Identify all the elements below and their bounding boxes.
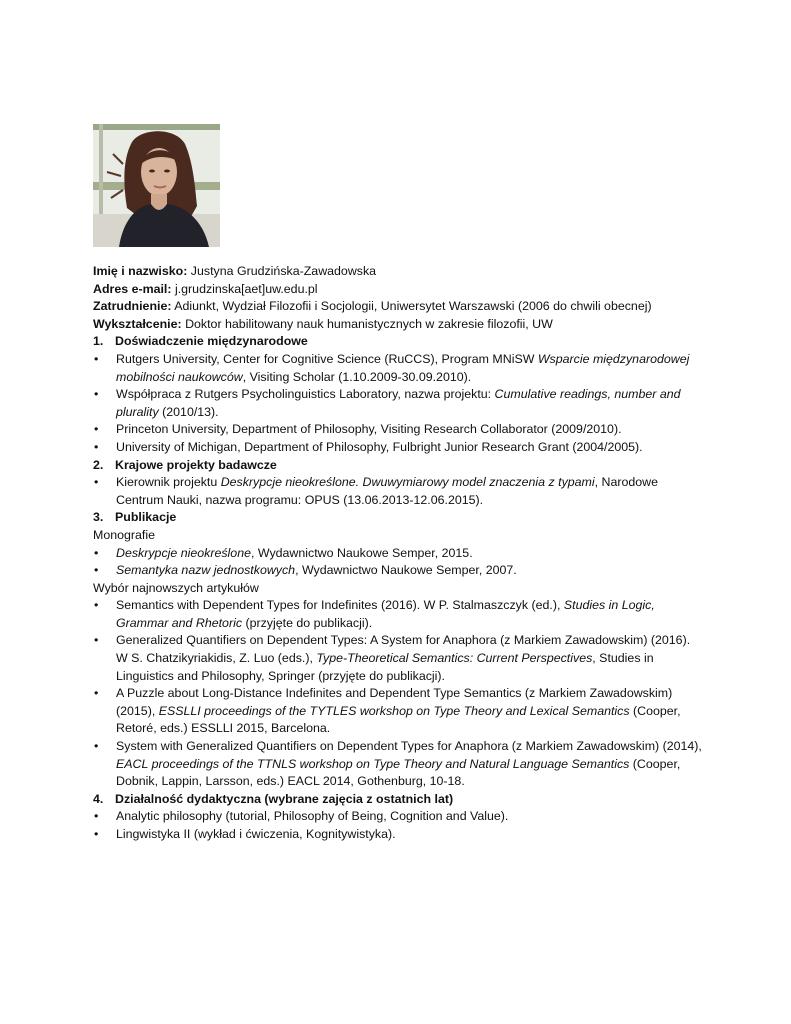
teaching-list [93, 808, 705, 843]
item-text: (Cooper, Dobnik, Lappin, Larsson, eds.) EACL 2014, Gothenburg, 10-18. [116, 756, 681, 789]
section-number: 4. [93, 791, 104, 806]
name-label: Imię i nazwisko: [93, 264, 188, 278]
item-italic: Studies in Logic, Grammar and Rhetoric [116, 598, 655, 630]
section-title: Publikacje [115, 510, 177, 525]
section-number: 2. [93, 457, 104, 472]
item-text: Rutgers University, Center for Cognitive Science (RuCCS), Program MNiSW [116, 351, 538, 366]
item-text: Współpraca z Rutgers Psycholinguistics Laboratory, nazwa projektu: [116, 387, 495, 402]
list-item [93, 474, 705, 509]
item-italic: ESSLLI proceedings of the TYTLES workshop on Type Theory and Lexical Semantics [158, 703, 630, 718]
section-number: 1. [93, 334, 104, 349]
education-value: Doktor habilitowany nauk humanistycznych w zakresie filozofii, UW [185, 316, 553, 331]
list-item [93, 597, 705, 632]
list-item [93, 421, 705, 439]
list-item [93, 439, 705, 457]
list-item [93, 562, 705, 580]
email-label: Adres e-mail: [93, 281, 172, 296]
list-item [93, 351, 705, 386]
national-projects-list [93, 474, 705, 509]
name-value: Justyna Grudzińska-Zawadowska [190, 264, 377, 278]
employment-line [93, 298, 705, 316]
item-text: (Cooper, Retoré, eds.) ESSLLI 2015, Barcelona. [116, 703, 681, 736]
item-italic: Cumulative readings, number and plurality [116, 387, 681, 419]
section-heading [93, 791, 705, 809]
item-text: , Visiting Scholar (1.10.2009-30.09.2010). [242, 369, 472, 384]
item-text: , Studies in Linguistics and Philosophy, Springer (przyjęte do publikacji). [116, 651, 654, 683]
item-italic: EACL proceedings of the TTNLS workshop on Type Theory and Natural Language Semantics [116, 756, 630, 771]
monographs-subheading: Monografie [93, 527, 155, 542]
item-italic: Wsparcie międzynarodowej mobilności naukowców [116, 351, 690, 384]
item-text: , Wydawnictwo Naukowe Semper, 2007. [295, 563, 517, 578]
cv-document [93, 263, 705, 844]
section-title: Krajowe projekty badawcze [115, 457, 277, 472]
item-text: University of Michigan, Department of Philosophy, Fulbright Junior Research Grant (2004/2005). [116, 439, 643, 454]
item-italic: Deskrypcje nieokreślone [116, 545, 251, 560]
education-line [93, 316, 705, 334]
monographs-list [93, 545, 705, 580]
portrait-image [93, 124, 220, 247]
list-item [93, 808, 705, 826]
list-item [93, 826, 705, 844]
item-italic: Type-Theoretical Semantics: Current Perspectives [316, 651, 593, 666]
list-item [93, 545, 705, 563]
item-text: Semantics with Dependent Types for Indefinites (2016). W P. Stalmaszczyk (ed.), [116, 598, 564, 613]
list-item [93, 632, 705, 685]
articles-subheading: Wybór najnowszych artykułów [93, 580, 259, 595]
email-line [93, 281, 705, 299]
list-item [93, 386, 705, 421]
section-title: Doświadczenie międzynarodowe [115, 334, 308, 349]
section-heading [93, 509, 705, 527]
name-line [93, 263, 705, 281]
item-text: (2010/13). [158, 404, 219, 419]
section-title: Działalność dydaktyczna (wybrane zajęcia z ostatnich lat) [115, 791, 454, 806]
item-italic: Semantyka nazw jednostkowych [116, 563, 296, 578]
employment-value: Adiunkt, Wydział Filozofii i Socjologii, Uniwersytet Warszawski (2006 do chwili obecnej) [174, 299, 652, 314]
item-text: Princeton University, Department of Philosophy, Visiting Research Collaborator (2009/2010). [116, 422, 622, 437]
item-text: Generalized Quantifiers on Dependent Types: A System for Anaphora (z Markiem Zawadowskim) (2016). W S. Chatzikyriakidis, Z. Luo (eds.), [116, 633, 691, 666]
education-label: Wykształcenie: [93, 316, 182, 331]
item-text: (przyjęte do publikacji). [242, 615, 373, 630]
section-number: 3. [93, 510, 104, 525]
item-text: System with Generalized Quantifiers on Dependent Types for Anaphora (z Markiem Zawadowskim) (2014), [116, 739, 702, 754]
item-italic: Deskrypcje nieokreślone. Dwuwymiarowy model znaczenia z typami [220, 475, 595, 490]
item-text: , Wydawnictwo Naukowe Semper, 2015. [250, 545, 473, 560]
articles-list [93, 597, 705, 791]
item-text: Lingwistyka II (wykład i ćwiczenia, Kognitywistyka). [116, 827, 396, 841]
profile-photo [93, 124, 220, 247]
item-text: Analytic philosophy (tutorial, Philosophy of Being, Cognition and Value). [116, 809, 509, 824]
email-value: j.grudzinska[aet]uw.edu.pl [174, 281, 318, 296]
item-text: , Narodowe Centrum Nauki, nazwa programu: OPUS (13.06.2013-12.06.2015). [116, 475, 658, 507]
list-item [93, 738, 705, 791]
employment-label: Zatrudnienie: [93, 299, 172, 314]
section-heading [93, 333, 705, 351]
international-experience-list [93, 351, 705, 457]
item-text: A Puzzle about Long-Distance Indefinites and Dependent Type Semantics (z Markiem Zawadowskim) (2015), [116, 686, 673, 718]
item-text: Kierownik projektu [116, 475, 221, 490]
list-item [93, 685, 705, 738]
section-heading [93, 457, 705, 475]
